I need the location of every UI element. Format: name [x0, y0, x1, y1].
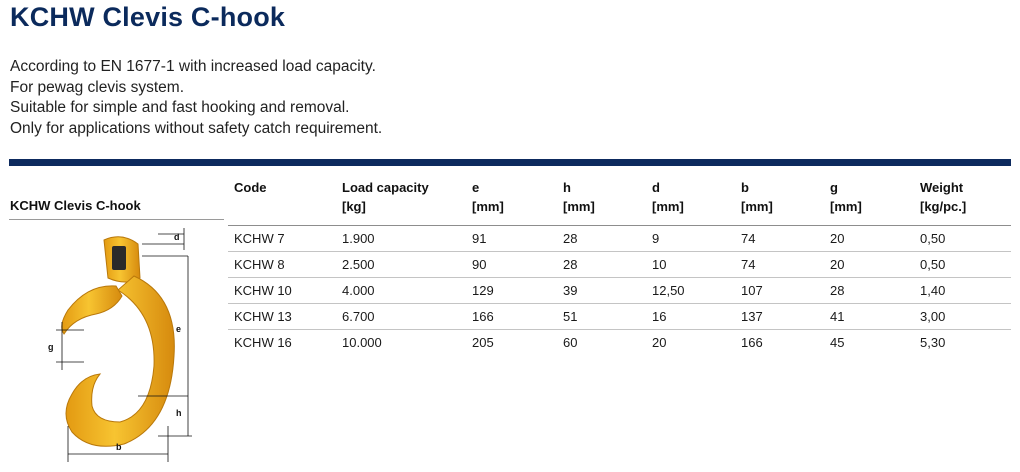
cell-g: 20	[824, 252, 914, 278]
cell-g: 45	[830, 335, 845, 350]
table-row	[228, 252, 1011, 278]
specification-table	[228, 172, 1011, 355]
cell-e: 90	[466, 252, 557, 278]
cell-d: 16	[646, 304, 735, 330]
description-line: Suitable for simple and fast hooking and removal.	[10, 99, 350, 116]
description-line: According to EN 1677-1 with increased load capacity.	[10, 58, 376, 75]
dimension-label-h: h	[176, 408, 182, 418]
description-line: For pewag clevis system.	[10, 78, 184, 96]
description-line: Only for applications without safety catch requirement.	[10, 119, 383, 137]
cell-h: 60	[563, 335, 578, 350]
cell-load-capacity: 2.500	[336, 252, 466, 278]
dimension-label-d: d	[174, 232, 180, 242]
cell-h: 39	[557, 278, 646, 304]
cell-code: KCHW 7	[228, 226, 336, 252]
cell-g: 20	[824, 226, 914, 252]
hook-upper-jaw	[62, 286, 122, 334]
cell-e: 205	[472, 335, 494, 350]
table-row	[228, 304, 1011, 330]
cell-d: 20	[652, 335, 667, 350]
dimension-label-e: e	[176, 324, 182, 334]
dimension-label-g: g	[48, 342, 54, 352]
product-label: KCHW Clevis C-hook	[10, 198, 141, 213]
table-header-row	[228, 172, 1011, 226]
column-header-h: h [mm]	[557, 172, 646, 226]
cell-d: 9	[646, 226, 735, 252]
cell-weight: 0,50	[914, 252, 1011, 278]
column-header-b: b [mm]	[735, 172, 824, 226]
product-description	[10, 57, 382, 139]
cell-code: KCHW 16	[234, 335, 292, 350]
hook-dimension-diagram	[38, 226, 198, 466]
cell-weight: 1,40	[914, 278, 1011, 304]
cell-weight: 5,30	[920, 335, 946, 350]
section-divider	[9, 159, 1011, 166]
cell-code: KCHW 13	[228, 304, 336, 330]
column-header-g: g [mm]	[824, 172, 914, 226]
clevis-pin	[112, 246, 126, 270]
cell-e: 166	[466, 304, 557, 330]
cell-b: 166	[741, 335, 763, 350]
cell-code: KCHW 10	[228, 278, 336, 304]
cell-g: 28	[824, 278, 914, 304]
column-header-load-capacity: Load capacity [kg]	[336, 172, 466, 226]
page-title: KCHW Clevis C-hook	[10, 2, 286, 32]
cell-h: 28	[557, 252, 646, 278]
cell-g: 41	[824, 304, 914, 330]
cell-d: 12,50	[646, 278, 735, 304]
cell-h: 28	[557, 226, 646, 252]
table-row	[228, 330, 1011, 356]
cell-d: 10	[646, 252, 735, 278]
column-header-code: Code	[228, 172, 336, 226]
cell-h: 51	[557, 304, 646, 330]
column-header-e: e [mm]	[466, 172, 557, 226]
column-header-weight: Weight [kg/pc.]	[914, 172, 1011, 226]
cell-e: 129	[466, 278, 557, 304]
cell-b: 107	[735, 278, 824, 304]
table-row	[228, 226, 1011, 252]
table-row	[228, 278, 1011, 304]
cell-weight: 3,00	[914, 304, 1011, 330]
cell-b: 74	[735, 252, 824, 278]
cell-weight: 0,50	[914, 226, 1011, 252]
dimension-label-b: b	[116, 442, 122, 452]
cell-code: KCHW 8	[228, 252, 336, 278]
column-header-d: d [mm]	[646, 172, 735, 226]
cell-b: 137	[735, 304, 824, 330]
cell-e: 91	[466, 226, 557, 252]
cell-load-capacity: 10.000	[342, 335, 382, 350]
cell-load-capacity: 6.700	[336, 304, 466, 330]
cell-load-capacity: 4.000	[336, 278, 466, 304]
label-underline	[9, 219, 224, 220]
cell-load-capacity: 1.900	[336, 226, 466, 252]
cell-b: 74	[735, 226, 824, 252]
